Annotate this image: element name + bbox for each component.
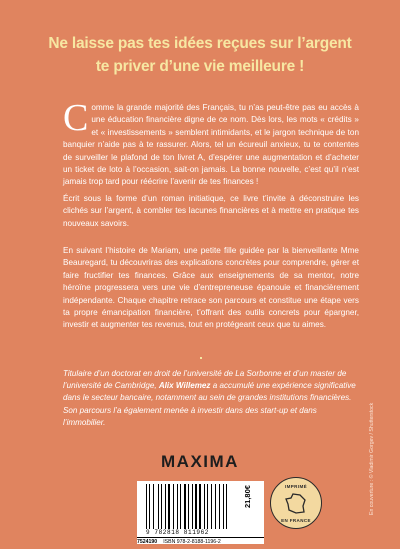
barcode-digits: 9 782818 811962 (146, 529, 210, 536)
drop-cap: C (63, 97, 89, 139)
author-bio-after: a accumulé une expérience significative dans le secteur bancaire, notamment au sein de grandes institutions financières. Son parcours l’a également menée à investir dans des start-up et dans l’immobilier. (63, 381, 356, 427)
publisher-logo: MAXIMA (161, 452, 239, 471)
headline (30, 32, 370, 78)
author-bio (63, 368, 359, 429)
author-name: Alix Willemez (158, 381, 211, 391)
paragraph-story-summary-text: En suivant l’histoire de Mariam, une petite fille guidée par la bienveillante Mme Beauregard, tu découvriras des explications concrètes pour comprendre, gérer et faire fructifier tes finances. Grâce aux enseignements de sa mentor, notre héroïne progressera vers une vie d’entrepreneuse épanouie et financièrement indépendante. Chaque chapitre retrace son parcours et constitue une étape vers ta propre émancipation financière, t’offrant des outils concrets pour épargner, investir et augmenter tes revenus, tout en protégeant ceux que tu aimes. (63, 246, 359, 330)
paragraph-story-summary (63, 245, 359, 332)
badge-top-text: IMPRIMÉ (284, 484, 308, 489)
barcode-block (137, 481, 264, 544)
product-code: 7524190 (137, 539, 158, 545)
isbn-line (137, 537, 264, 545)
isbn-number: ISBN 978-2-8188-1196-2 (163, 539, 221, 545)
paragraph-intro (63, 97, 359, 189)
headline-line-2: te priver d’une vie meilleure ! (95, 58, 305, 75)
paragraph-book-description-text: Écrit sous la forme d’un roman initiatique, ce livre t’invite à déconstruire les clichés sur l’argent, à combler tes lacunes financières et à mettre en pratique tes nouveaux savoirs. (63, 194, 359, 228)
price-label: 21,80€ (243, 485, 252, 508)
section-divider (200, 357, 202, 359)
france-map-icon (285, 492, 307, 514)
printed-in-france-badge (270, 477, 322, 529)
author-bio-before: Titulaire d’un doctorat en droit de l’université de La Sorbonne et d’un master de l’université de Cambridge, (63, 369, 347, 391)
headline-line-1: Ne laisse pas tes idées reçues sur l’argent (48, 35, 352, 52)
cover-photo-credit: En couverture : © Vladimir Gorgev / Shutterstock (369, 402, 375, 515)
paragraph-book-description (63, 193, 359, 230)
badge-bottom-text: EN FRANCE (281, 518, 311, 523)
paragraph-intro-text: omme la grande majorité des Français, tu n’as peut-être pas eu accès à une éducation financière digne de ce nom. Dès lors, les mots « crédits » et « investissements » semblent intimidants, et le jargon technique de ton banquier n’aide pas à te rassurer. Alors, tel un écureuil anxieux, tu te contentes de surveiller le plafond de ton livret A, d’espérer une augmentation et d’acheter un ticket de loto à l’occasion, sait-on jamais. La bonne nouvelle, c’est qu’il n’est jamais trop tard pour réécrire l’avenir de tes finances ! (63, 103, 359, 187)
barcode-icon (146, 484, 230, 529)
